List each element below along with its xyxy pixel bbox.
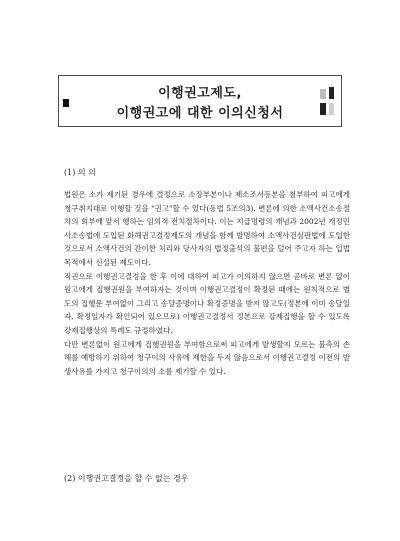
decorative-bar (329, 103, 334, 115)
decorative-bar (329, 87, 334, 99)
paragraph: 법원은 소가 제기된 경우에 결정으로 소장부본이나 제소조서등본을 첨부하여 피고에게 청구취지대로 이행할 것을 "권고"할 수 있다(동법 5조의3). 변론에 의한 소액사건소송절차의 회부에 앞서 행하는 임의적 전치절차이다. 이는 지급명령의 개념과 2002년 개정민사소송법에 도입된 화해권고결정제도의 개념을 함께 발명하여 소액사건심판법에 도입한 것으로서 소액사건의 간이한 처리와 당사자의 법정출석의 불편을 덜어 주고자 하는 입법목적에서 신설된 제도이다. (64, 190, 350, 267)
decorative-bar (320, 89, 326, 99)
decorative-square-left (63, 99, 69, 107)
section-1-heading: (1) 의 의 (64, 168, 96, 177)
title-box (58, 75, 342, 127)
decorative-bars-right (320, 87, 336, 119)
decorative-bar (320, 103, 326, 115)
title-line-2: 이행권고에 대한 이의신청서 (116, 106, 284, 121)
title-line-1: 이행권고제도, (158, 86, 242, 101)
paragraph: 직권으로 이행권고결정을 한 후 이에 대하여 피고가 이의하지 않으면 곧바로 변론 없이 원고에게 집행권원을 부여하자는 것이며 이행권고결정이 확정된 때에는 원칙적으로 별도의 집행문 부여없이 그리고 송달증명이나 확정증명을 받지 않고도(정본에 이미 송달일자, 확정일자가 확인되어 있으므로) 이행권고결정서 정본으로 강제집행을 할 수 있도록 강제집행상의 특례도 규정하였다. (64, 271, 350, 335)
section-2-heading: (2) 이행권고결정을 할 수 없는 경우 (64, 474, 189, 483)
paragraph: 다만 변론없이 원고에게 집행권원을 부여함으로써 피고에게 발생할지 모르는 불측의 손해를 예방하기 위하여 청구이의 사유에 제한을 두지 않음으로서 이행권고결정 이전의 발생사유를 가지고 청구이의의 소를 제기할 수 있다. (64, 339, 350, 376)
section-1-body (64, 188, 350, 378)
